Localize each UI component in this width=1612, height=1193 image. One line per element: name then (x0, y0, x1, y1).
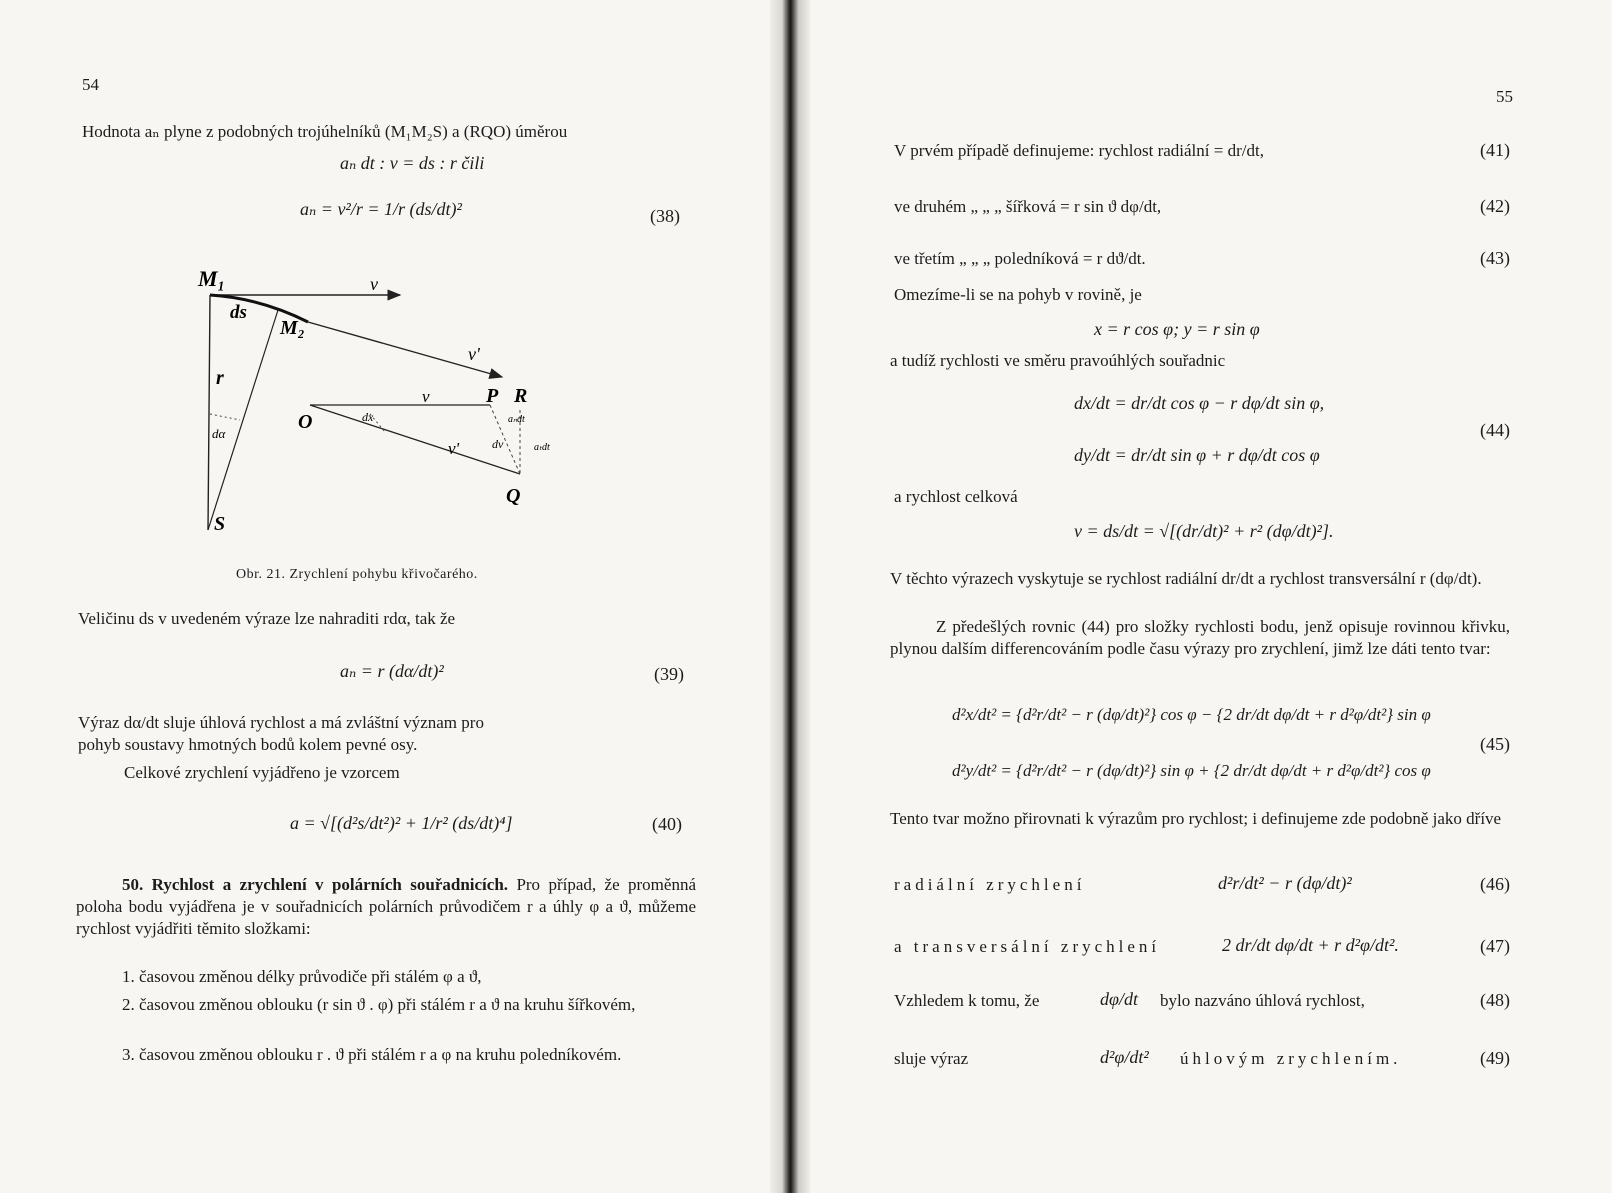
equation-49-formula: d²φ/dt² (1100, 1047, 1149, 1067)
equation-43-text: ve třetím „ „ „ poledníková = r dϑ/dt. (894, 249, 1146, 268)
label-dx: dx (362, 410, 374, 424)
equation-45-line-1: d²x/dt² = {d²r/dt² − r (dφ/dt)²} cos φ − {2 dr/dt dφ/dt + r d²φ/dt²} sin φ (952, 705, 1431, 724)
paragraph-total: Celkové zrychlení vyjádřeno je vzorcem (124, 763, 400, 782)
label-v-mid: v (422, 387, 430, 406)
label-r: r (216, 367, 224, 389)
equation-47-formula: 2 dr/dt dφ/dt + r d²φ/dt². (1222, 935, 1399, 955)
radius-m2-s (208, 310, 278, 530)
equation-44-number: (44) (1480, 420, 1510, 440)
equation-38-number: (38) (650, 206, 680, 226)
equation-49-text-a: sluje výraz (894, 1049, 969, 1068)
equation-44-line-1: dx/dt = dr/dt cos φ − r dφ/dt sin φ, (1074, 393, 1325, 413)
equation-48-formula: dφ/dt (1100, 989, 1138, 1009)
right-page-number: 55 (1496, 87, 1513, 106)
equation-40: a = √[(d²s/dt²)² + 1/r² (ds/dt)⁴] (290, 813, 513, 833)
equation-39-number: (39) (654, 664, 684, 684)
label-r-point: R (514, 385, 528, 407)
label-p: P (486, 385, 499, 407)
plane-text: Omezíme-li se na pohyb v rovině, je (894, 285, 1142, 304)
equation-41-text: V prvém případě definujeme: rychlost radiální = dr/dt, (894, 141, 1264, 160)
equation-45-number: (45) (1480, 734, 1510, 754)
label-at-dt: aₜdt (534, 442, 550, 453)
equation-49-text-b: úhlovým zrychlením. (1180, 1049, 1402, 1068)
label-m1: M₁ (198, 266, 226, 291)
intro-line: Hodnota aₙ plyne z podobných trojúhelníků (M₁M₂S) a (RQO) úměrou (82, 122, 568, 141)
total-velocity-formula: v = ds/dt = √[(dr/dt)² + r² (dφ/dt)²]. (1074, 521, 1334, 541)
total-velocity-text: a rychlost celková (894, 487, 1018, 506)
equation-45-line-2: d²y/dt² = {d²r/dt² − r (dφ/dt)²} sin φ + {2 dr/dt dφ/dt + r d²φ/dt²} cos φ (952, 761, 1431, 780)
xy-formula: x = r cos φ; y = r sin φ (1094, 319, 1260, 339)
label-v-prime-mid: v' (448, 439, 460, 458)
paragraph-angular-1: Výraz dα/dt sluje úhlová rychlost a má zvláštní význam pro (78, 713, 484, 732)
figure-21-diagram (190, 262, 580, 552)
equation-38: aₙ = v²/r = 1/r (ds/dt)² (300, 199, 462, 219)
equation-39: aₙ = r (dα/dt)² (340, 661, 444, 681)
paragraph-angular-2: pohyb soustavy hmotných bodů kolem pevné osy. (78, 735, 418, 754)
right-page (800, 0, 1612, 1193)
list-item-1: 1. časovou změnou délky průvodiče při stálém φ a ϑ, (122, 967, 482, 986)
angle-arc (210, 414, 240, 420)
radial-acceleration-label: radiální zrychlení (894, 875, 1086, 894)
paragraph-ds: Veličinu ds v uvedeném výraze lze nahraditi rdα, tak že (78, 609, 456, 628)
equation-42-number: (42) (1480, 196, 1510, 216)
equation-46-number: (46) (1480, 874, 1510, 894)
vector-v-prime-mid (310, 405, 520, 474)
list-item-3: 3. časovou změnou oblouku r . ϑ při stálém r a φ na kruhu poledníkovém. (122, 1045, 622, 1064)
label-o: O (298, 411, 313, 433)
book-gutter (770, 0, 810, 1193)
label-v-prime-top: v' (468, 344, 480, 364)
list-item-2: 2. časovou změnou oblouku (r sin ϑ . φ) při stálém r a ϑ na kruhu šířkovém, (122, 995, 636, 1014)
paragraph-definition: Tento tvar možno přirovnati k výrazům pro rychlost; i definujeme zde podobně jako dříve (890, 809, 1502, 828)
paragraph-radial-transversal: V těchto výrazech vyskytuje se rychlost radiální dr/dt a rychlost transversální r (dφ/dt). (890, 569, 1482, 588)
equation-43-number: (43) (1480, 248, 1510, 268)
left-page-number: 54 (82, 75, 99, 94)
equation-49-number: (49) (1480, 1048, 1510, 1068)
label-v-top: v (370, 274, 378, 294)
transversal-acceleration-label: a transversální zrychlení (894, 937, 1161, 956)
equation-44-line-2: dy/dt = dr/dt sin φ + r dφ/dt cos φ (1074, 445, 1320, 465)
label-dv: dv (492, 437, 504, 451)
proportion-formula: aₙ dt : v = ds : r čili (340, 153, 485, 173)
label-dalpha: dα (212, 426, 226, 441)
label-m2: M₂ (280, 317, 305, 339)
equation-48-text-a: Vzhledem k tomu, že (894, 991, 1040, 1010)
equation-41-number: (41) (1480, 140, 1510, 160)
equation-40-number: (40) (652, 814, 682, 834)
section-heading: 50. Rychlost a zrychlení v polárních souřadnicích. (122, 875, 509, 894)
equation-46-formula: d²r/dt² − r (dφ/dt)² (1218, 873, 1352, 893)
equation-42-text: ve druhém „ „ „ šířková = r sin ϑ dφ/dt, (894, 197, 1162, 216)
rect-text: a tudíž rychlosti ve směru pravoúhlých souřadnic (890, 351, 1226, 370)
label-q: Q (506, 485, 521, 507)
paragraph-differentiation: Z předešlých rovnic (44) pro složky rychlosti bodu, jenž opisuje rovinnou křivku, plynou dalším differencováním podle času výrazy pro zrychlení, jimž lze dáti tento tvar: (890, 617, 1510, 658)
label-ds: ds (230, 302, 247, 323)
section-text: Pro případ, že proměnná poloha bodu vyjádřena je v souřadnicích polárních průvodičem r a úhly φ a ϑ, můžeme rychlost vyjádřiti těmito složkami: (76, 875, 696, 938)
equation-48-number: (48) (1480, 990, 1510, 1010)
figure-caption: Obr. 21. Zrychlení pohybu křivočarého. (236, 567, 478, 582)
equation-48-text-b: bylo nazváno úhlová rychlost, (1160, 991, 1365, 1010)
section-50 (76, 874, 696, 940)
label-s: S (214, 513, 226, 535)
equation-47-number: (47) (1480, 936, 1510, 956)
label-an-dt: aₙdt (508, 414, 525, 425)
radius-m1-s (208, 295, 210, 530)
